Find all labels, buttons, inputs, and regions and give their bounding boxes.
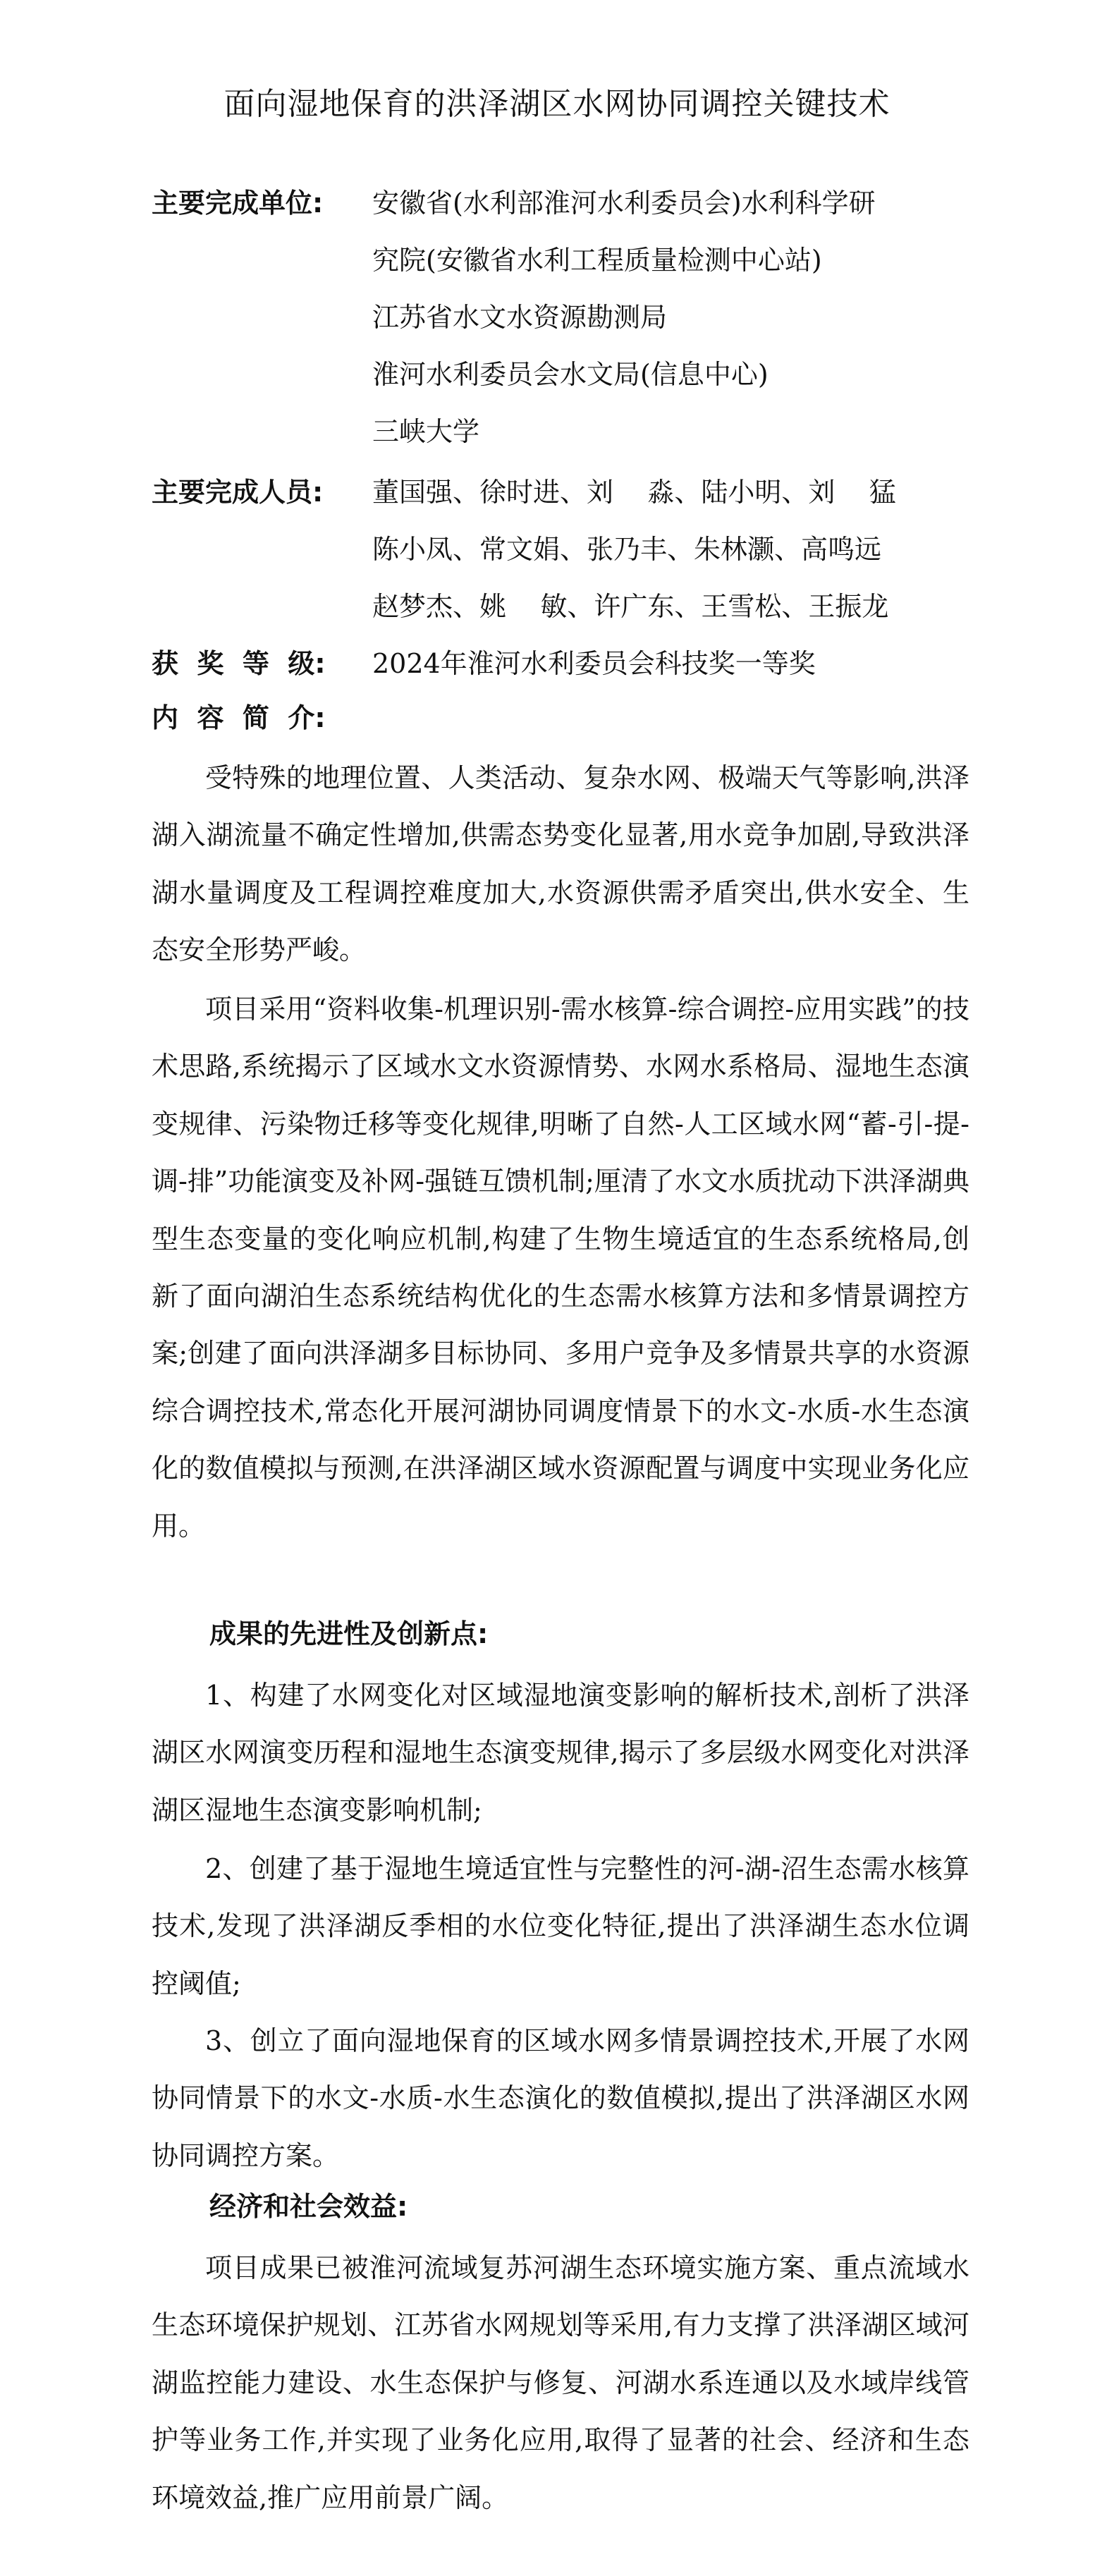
- people-line: 陈小凤、常文娟、张乃丰、朱林灏、高鸣远: [372, 534, 882, 565]
- intro-label: 内 容 简 介:: [152, 702, 326, 733]
- award-value: 2024年淮河水利委员会科技奖一等奖: [372, 648, 816, 679]
- benefits-paragraph: 项目成果已被淮河流域复苏河湖生态环境实施方案、重点流域水生态环境保护规划、江苏省水网规划等采用,有力支撑了洪泽湖区域河湖监控能力建设、水生态保护与修复、河湖水系连通以及水域岸线管护等业务工作,并实现了业务化应用,取得了显著的社会、经济和生态环境效益,推广应用前景广阔。: [152, 2252, 969, 2513]
- document-title: 面向湿地保育的洪泽湖区水网协同调控关键技术: [224, 86, 890, 122]
- award-label: 获 奖 等 级:: [152, 648, 326, 679]
- innovation-point: 2、创建了基于湿地生境适宜性与完整性的河-湖-沼生态需水核算技术,发现了洪泽湖反季相的水位变化特征,提出了洪泽湖生态水位调控阈值;: [152, 1853, 969, 1999]
- people-label: 主要完成人员:: [152, 477, 324, 508]
- unit-line: 三峡大学: [372, 416, 480, 447]
- benefits-heading: 经济和社会效益:: [209, 2191, 408, 2222]
- intro-paragraph: 受特殊的地理位置、人类活动、复杂水网、极端天气等影响,洪泽湖入湖流量不确定性增加,供需态势变化显著,用水竞争加剧,导致洪泽湖水量调度及工程调控难度加大,水资源供需矛盾突出,供水安全、生态安全形势严峻。: [152, 762, 969, 966]
- unit-line: 淮河水利委员会水文局(信息中心): [372, 359, 769, 390]
- unit-line: 安徽省(水利部淮河水利委员会)水利科学研: [372, 188, 876, 219]
- innovation-point: 3、创立了面向湿地保育的区域水网多情景调控技术,开展了水网协同情景下的水文-水质-水生态演化的数值模拟,提出了洪泽湖区水网协同调控方案。: [152, 2025, 969, 2171]
- innovation-heading: 成果的先进性及创新点:: [209, 1618, 489, 1649]
- intro-paragraph: 项目采用“资料收集-机理识别-需水核算-综合调控-应用实践”的技术思路,系统揭示了区域水文水资源情势、水网水系格局、湿地生态演变规律、污染物迁移等变化规律,明晰了自然-人工区域水网“蓄-引-提-调-排”功能演变及补网-强链互馈机制;厘清了水文水质扰动下洪泽湖典型生态变量的变化响应机制,构建了生物生境适宜的生态系统格局,创新了面向湖泊生态系统结构优化的生态需水核算方法和多情景调控方案;创建了面向洪泽湖多目标协同、多用户竞争及多情景共享的水资源综合调控技术,常态化开展河湖协同调度情景下的水文-水质-水生态演化的数值模拟与预测,在洪泽湖区域水资源配置与调度中实现业务化应用。: [152, 994, 969, 1542]
- innovation-point: 1、构建了水网变化对区域湿地演变影响的解析技术,剖析了洪泽湖区水网演变历程和湿地生态演变规律,揭示了多层级水网变化对洪泽湖区湿地生态演变影响机制;: [152, 1680, 969, 1826]
- people-line: 赵梦杰、姚 敏、许广东、王雪松、王振龙: [372, 591, 889, 622]
- units-label: 主要完成单位:: [152, 188, 324, 219]
- unit-line: 江苏省水文水资源勘测局: [372, 302, 668, 333]
- unit-line: 究院(安徽省水利工程质量检测中心站): [372, 245, 822, 276]
- people-line: 董国强、徐时进、刘 淼、陆小明、刘 猛: [372, 477, 896, 508]
